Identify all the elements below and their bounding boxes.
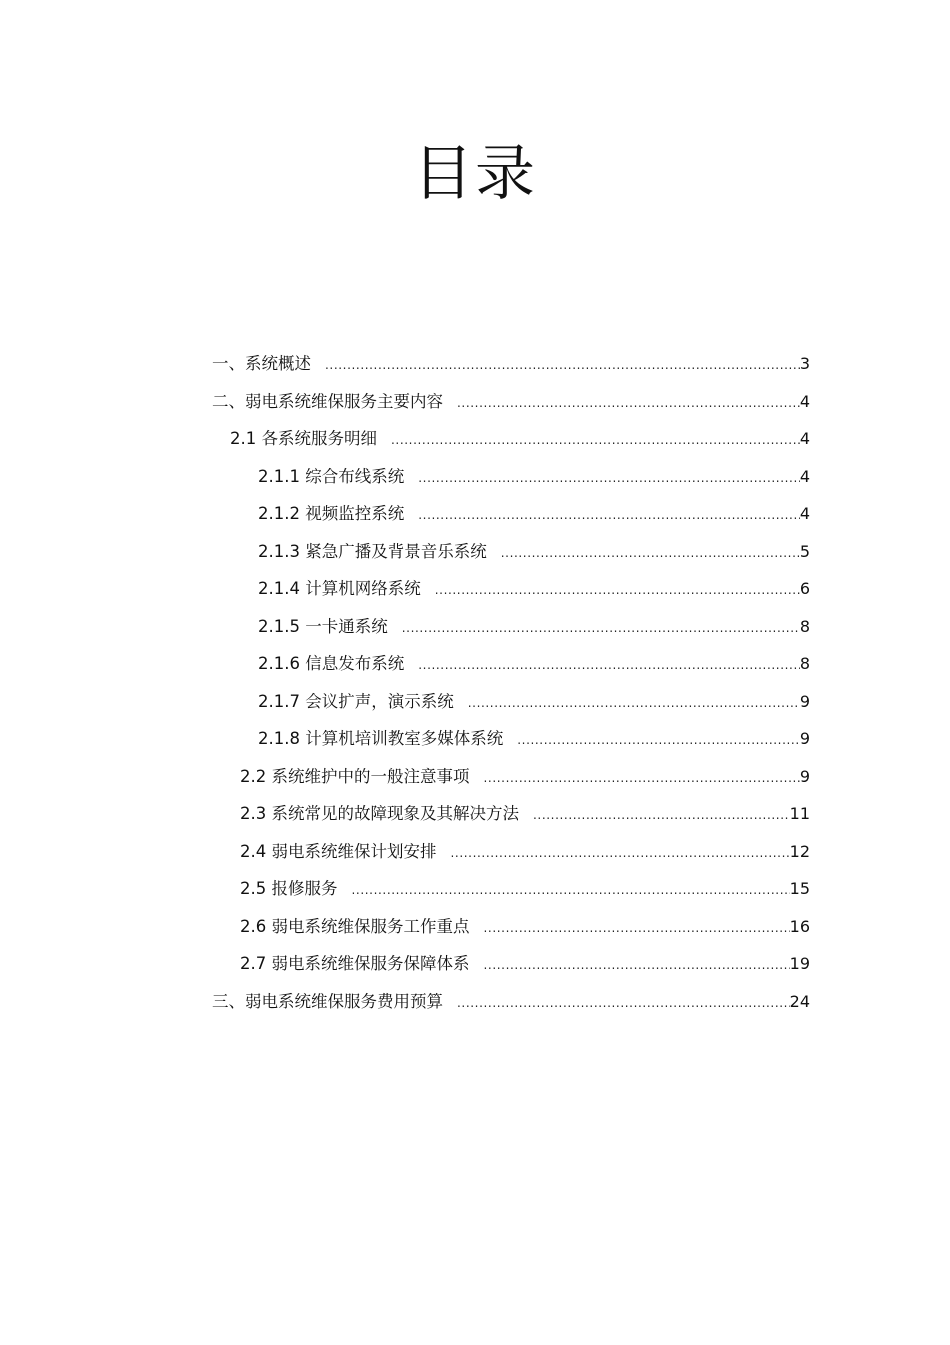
toc-dot-leader bbox=[447, 994, 790, 1012]
toc-entry-page: 4 bbox=[799, 466, 810, 486]
toc-entry-page: 12 bbox=[789, 841, 810, 861]
toc-entry-page: 24 bbox=[789, 991, 810, 1011]
toc-entry[interactable] bbox=[240, 945, 810, 975]
toc-entry-label: 2.1.6 信息发布系统 bbox=[258, 654, 405, 673]
toc-dot-leader bbox=[425, 581, 800, 599]
toc-entry[interactable] bbox=[212, 383, 810, 413]
toc-entry[interactable] bbox=[240, 795, 810, 825]
toc-entry-label: 2.5 报修服务 bbox=[240, 879, 338, 898]
toc-entry-page: 5 bbox=[799, 541, 810, 561]
toc-entry-label: 2.6 弱电系统维保服务工作重点 bbox=[240, 916, 470, 936]
toc-entry-page: 8 bbox=[799, 616, 810, 636]
toc-entry[interactable] bbox=[258, 720, 810, 750]
toc-dot-leader bbox=[447, 394, 800, 412]
toc-entry-label: 2.1.1 综合布线系统 bbox=[258, 466, 405, 486]
toc-entry[interactable] bbox=[240, 908, 810, 938]
toc-entry-label: 一、系统概述 bbox=[212, 354, 311, 373]
toc-entry[interactable] bbox=[230, 420, 810, 450]
toc-entry[interactable] bbox=[258, 495, 810, 525]
toc-entry-page: 11 bbox=[789, 804, 810, 823]
toc-entry-label: 2.1.7 会议扩声，演示系统 bbox=[258, 691, 454, 711]
toc-dot-leader bbox=[408, 506, 800, 524]
toc-dot-leader bbox=[408, 656, 800, 674]
toc-entry-page: 4 bbox=[799, 504, 810, 523]
toc-entry-label: 2.7 弱电系统维保服务保障体系 bbox=[240, 954, 470, 973]
toc-entry-page: 3 bbox=[799, 354, 810, 373]
toc-entry-label: 2.3 系统常见的故障现象及其解决方法 bbox=[240, 804, 519, 823]
toc-dot-leader bbox=[392, 619, 800, 637]
toc-entry[interactable] bbox=[258, 645, 810, 675]
toc-entry[interactable] bbox=[240, 833, 810, 863]
toc-entry-page: 4 bbox=[799, 429, 810, 448]
page-title: 目录 bbox=[413, 139, 537, 209]
toc-dot-leader bbox=[507, 731, 800, 749]
toc-entry[interactable] bbox=[240, 870, 810, 900]
toc-entry-page: 9 bbox=[799, 729, 810, 748]
toc-dot-leader bbox=[458, 694, 800, 712]
toc-entry-page: 6 bbox=[799, 579, 810, 598]
toc-dot-leader bbox=[474, 956, 790, 974]
toc-dot-leader bbox=[381, 431, 800, 449]
toc-entry[interactable] bbox=[258, 608, 810, 638]
toc-entry-label: 二、弱电系统维保服务主要内容 bbox=[212, 391, 443, 411]
toc-entry-page: 9 bbox=[799, 691, 810, 711]
toc-dot-leader bbox=[491, 544, 800, 562]
toc-dot-leader bbox=[408, 469, 800, 487]
toc-entry-page: 8 bbox=[799, 654, 810, 673]
toc-entry[interactable] bbox=[258, 533, 810, 563]
toc-entry-label: 2.1.8 计算机培训教室多媒体系统 bbox=[258, 729, 504, 748]
toc-entry-label: 三、弱电系统维保服务费用预算 bbox=[212, 991, 443, 1011]
toc-dot-leader bbox=[342, 881, 790, 899]
toc-dot-leader bbox=[523, 806, 790, 824]
toc-entry-page: 19 bbox=[789, 954, 810, 973]
toc-entry-page: 9 bbox=[799, 766, 810, 786]
toc-entry[interactable] bbox=[212, 983, 810, 1013]
toc-dot-leader bbox=[315, 356, 800, 374]
toc-entry[interactable] bbox=[258, 570, 810, 600]
toc-entry[interactable] bbox=[212, 345, 810, 375]
toc-entry-label: 2.4 弱电系统维保计划安排 bbox=[240, 841, 437, 861]
toc-dot-leader bbox=[474, 769, 800, 787]
toc-entry-label: 2.1.5 一卡通系统 bbox=[258, 616, 388, 636]
toc-entry-label: 2.1.4 计算机网络系统 bbox=[258, 579, 421, 598]
toc-entry-label: 2.1 各系统服务明细 bbox=[230, 429, 377, 448]
toc-entry-label: 2.1.2 视频监控系统 bbox=[258, 504, 405, 523]
toc-dot-leader bbox=[474, 919, 790, 937]
toc-entry-page: 15 bbox=[789, 879, 810, 898]
toc-entry-label: 2.2 系统维护中的一般注意事项 bbox=[240, 766, 470, 786]
toc-entry-page: 4 bbox=[799, 391, 810, 411]
toc-entry[interactable] bbox=[258, 458, 810, 488]
toc-entry-page: 16 bbox=[789, 916, 810, 936]
toc-entry[interactable] bbox=[240, 758, 810, 788]
toc-entry-label: 2.1.3 紧急广播及背景音乐系统 bbox=[258, 541, 487, 561]
toc-entry[interactable] bbox=[258, 683, 810, 713]
toc-dot-leader bbox=[441, 844, 790, 862]
